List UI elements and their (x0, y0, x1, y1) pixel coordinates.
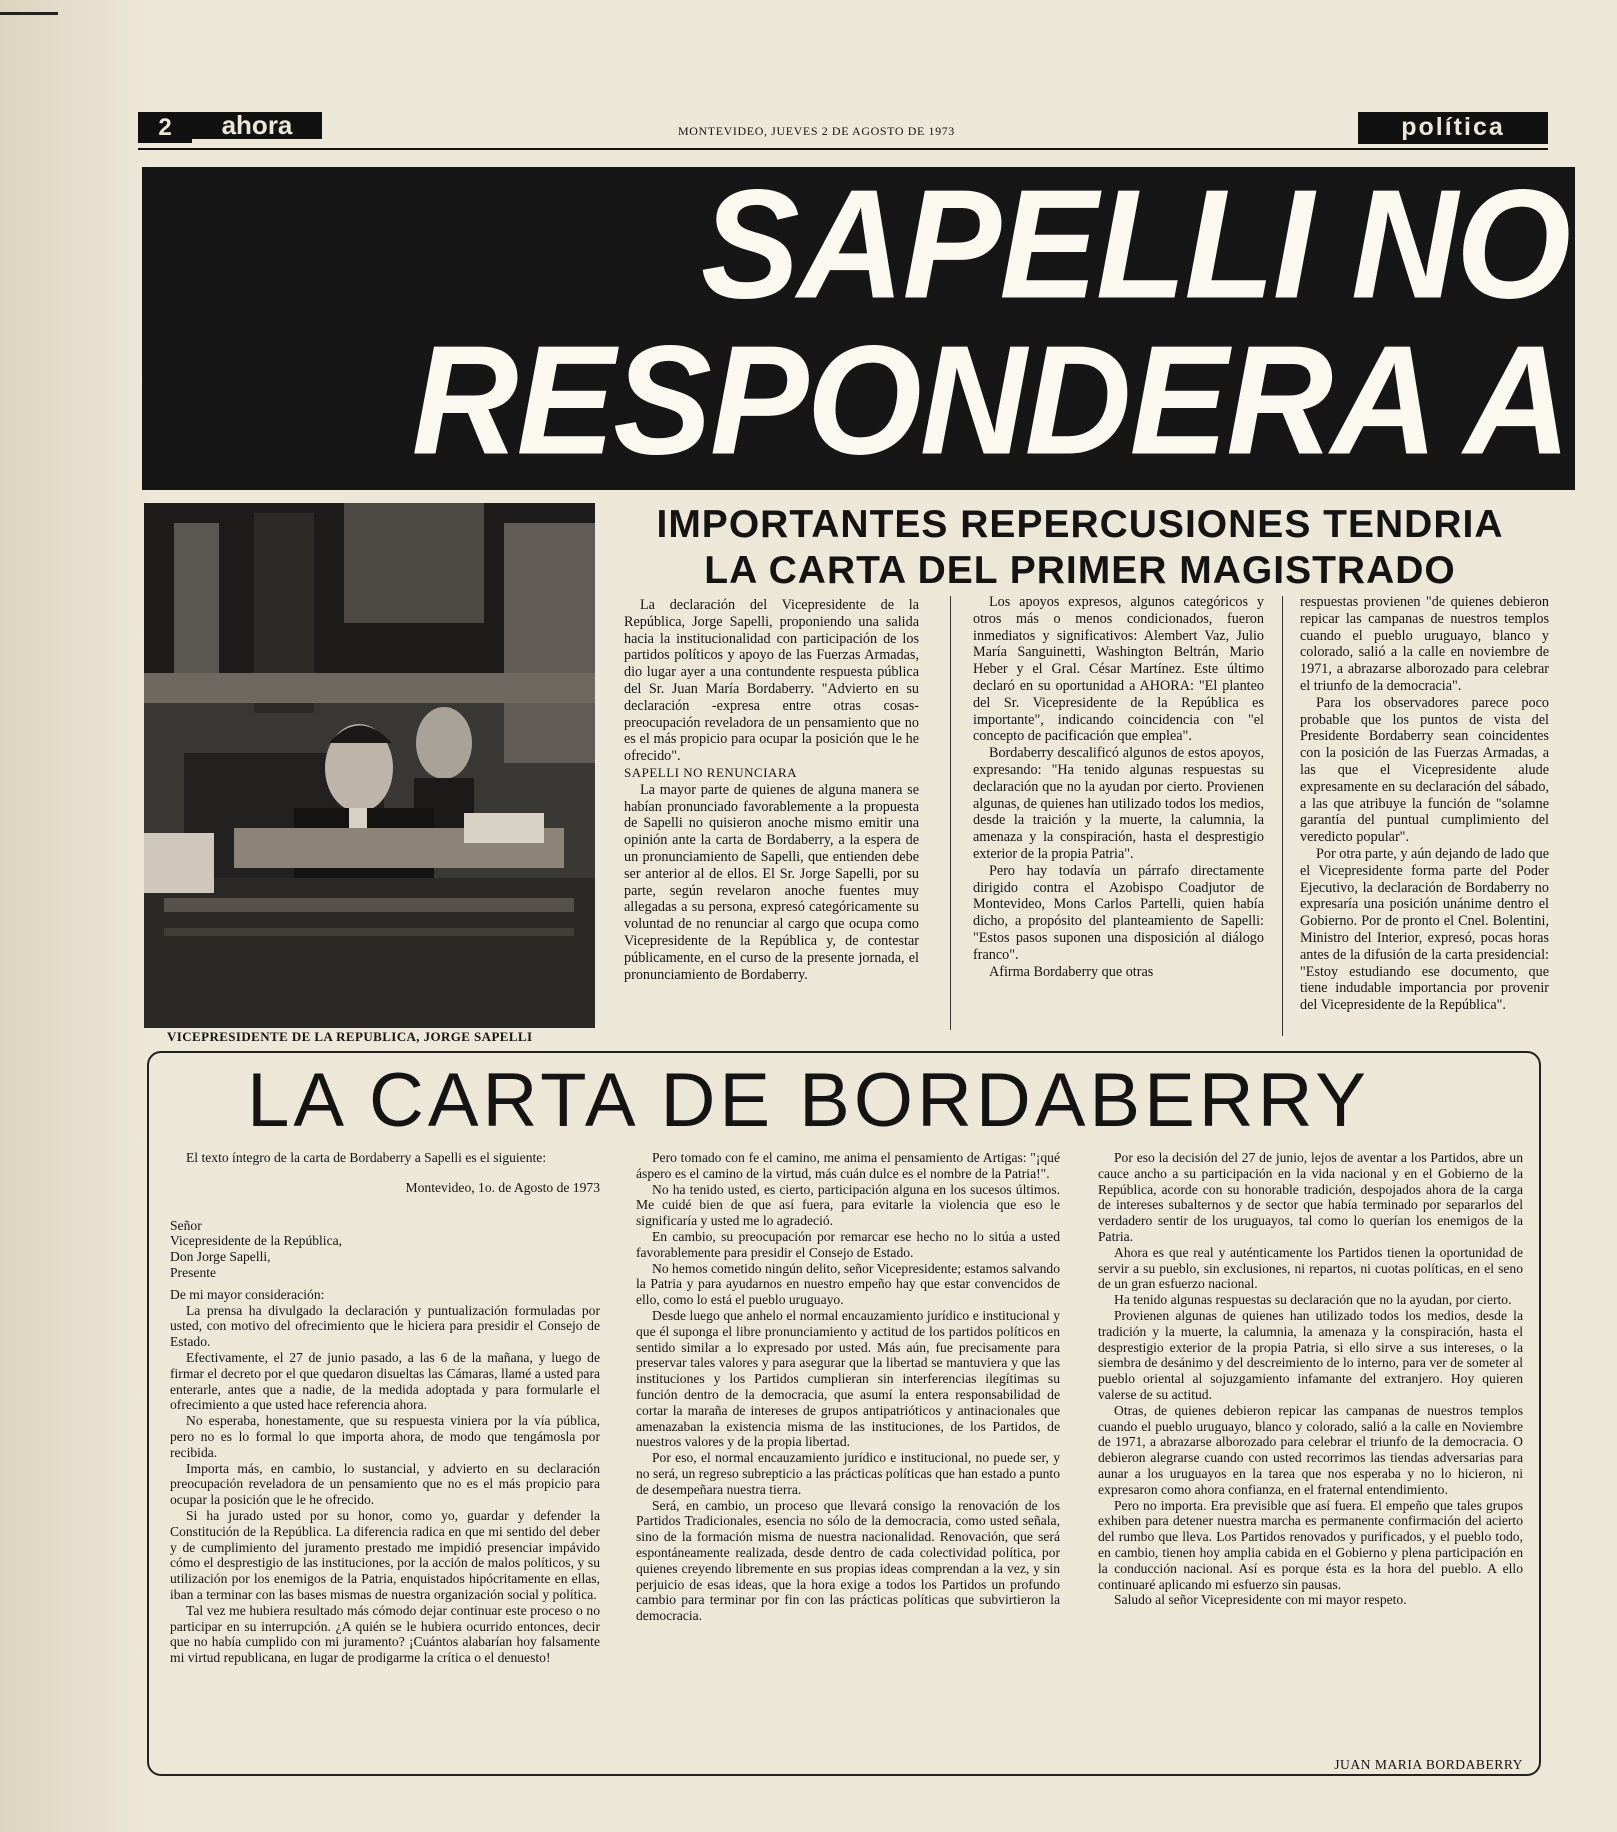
letter-place-date: Montevideo, 1o. de Agosto de 1973 (405, 1179, 600, 1195)
masthead (138, 112, 1548, 150)
letter-paragraph: En cambio, su preocupación por remarcar ese hecho no lo sitúa a usted favorablemente para presidir el Consejo de Estado. (636, 1228, 1060, 1260)
article-paragraph: Bordaberry descalificó algunos de estos apoyos, expresando: "Ha tenido algunas respuestas su declaración que no la ayudan por cierto. Provienen algunas, de quienes han utilizado todos los medios, desde la traición y la muerte, la calumnia, la amenaza y la conspiración, hasta el desprestigio exterior de la propia Patria". (973, 745, 1264, 862)
article-column-3 (1300, 594, 1549, 1034)
letter-address-line: Señor (170, 1217, 202, 1233)
page-number: 2 (138, 112, 192, 143)
article-paragraph: La declaración del Vicepresidente de la República, Jorge Sapelli, proponiendo una salida hacia la institucionalidad con participación de los partidos políticos y apoyo de las Fuerzas Armadas, dio lugar ayer a una contundente respuesta pública del Sr. Juan María Bordaberry. "Advierto en su declaración -expresa entre otras cosas- preocupación reveladora de un pensamiento que no es el más propicio para ocupar la posición que le he ofrecido". (624, 597, 919, 765)
letter-paragraph: Desde luego que anhelo el normal encauzamiento jurídico e institucional y que él suponga el libre pronunciamiento y actitud de los partidos políticos en sentido similar a lo expresado por usted. Más aún, fue precisamente para preservar tales valores y para asegurar que la libertad se mantuviera y que las instituciones y los Partidos cumplieran sin interferencias ilegítimas su función dentro de la democracia, que asumí la entera responsabilidad de cortar la maraña de intereses de grupos antipatrióticos y antinacionales que amenazaban la existencia misma de las instituciones, de los Partidos, de nuestros valores y de la propia libertad. (636, 1307, 1060, 1450)
scan-mark (0, 12, 58, 15)
letter-paragraph: No ha tenido usted, es cierto, participación alguna en los sucesos últimos. Me cuidé bien de que así fuera, para evitarle la violencia que eso le significaría y usted me lo agradeció. (636, 1181, 1060, 1229)
letter-paragraph: Saludo al señor Vicepresidente con mi mayor respeto. (1114, 1592, 1407, 1608)
article-kicker: SAPELLI NO RENUNCIARA (624, 764, 797, 780)
subhead-line-2: LA CARTA DEL PRIMER MAGISTRADO (704, 549, 1456, 592)
paper-logo: ahora (192, 112, 322, 139)
article-paragraph: respuestas provienen "de quienes debieron repicar las campanas de nuestros templos cuando el pueblo uruguayo, blanco y colorado, salió a la calle en noviembre de 1971, a abrazarse alborozado para celebrar el triunfo de la democracia". (1300, 594, 1549, 694)
letter-paragraph: Efectivamente, el 27 de junio pasado, a las 6 de la mañana, y luego de firmar el decreto por el que quedaron disueltas las Cámaras, llamé a usted para enterarle, antes que a nadie, de la medida adoptada y para formularle el ofrecimiento a que usted hace referencia ahora. (170, 1349, 600, 1413)
letter-paragraph: Por eso la decisión del 27 de junio, lejos de aventar a los Partidos, abre un cauce ancho a su participación en la vida nacional y en el Gobierno de la República, acorde con su honorable tradición, despojados ahora de la carga de intereses subalternos y de sector que había terminado por separarlos del verdadero sentir de los uruguayos, tal como lo querían los enemigos de la Patria. (1098, 1150, 1523, 1244)
letter-paragraph: La prensa ha divulgado la declaración y puntualización formuladas por usted, con motivo del ofrecimiento que le hiciera para presidir el Consejo de Estado. (170, 1302, 600, 1350)
vice-president-photo (144, 503, 595, 1028)
article-paragraph: Pero hay todavía un párrafo directamente dirigido contra el Azobispo Coadjutor de Montevideo, Mons Carlos Partelli, quien había dicho, a propósito del planteamiento de Sapelli: "Estos pasos suponen una disposición al diálogo franco". (973, 862, 1264, 963)
letter-address-line: Presente (170, 1264, 217, 1280)
article-column-2 (973, 594, 1264, 1034)
article-paragraph: Afirma Bordaberry que otras (989, 963, 1154, 980)
letter-address-line: Don Jorge Sapelli, (170, 1249, 271, 1265)
letter-salutation: De mi mayor consideración: (170, 1286, 325, 1302)
letter-paragraph: Será, en cambio, un proceso que llevará consigo la renovación de los Partidos Tradicionales, esencia no sólo de la democracia, como usted señala, sino de la formación misma de nuestra nacionalidad. Renovación, que será espontáneamente realizada, desde dentro de cada colectividad política, por quienes creyendo libremente en sus propias ideas comprendan a la vez, y sin perjuicio de esas ideas, que la hora exige a todos los Partidos un profundo cambio para terminar por fin con las prácticas políticas que subvirtieron la democracia. (636, 1497, 1060, 1624)
letter-column-2 (636, 1150, 1060, 1720)
letter-paragraph: Provienen algunas de quienes han utilizado todos los medios, desde la tradición y la muerte, la calumnia, la amenaza y la conspiración, hasta el desprestigio exterior de la propia Patria, si ello sirve a sus intereses, o la siembra de desánimo y del descreimiento de lo interno, para ver de someter al pueblo oriental al sojuzgamiento infamante del extranjero. Hoy quieren valerse de su actitud. (1098, 1307, 1523, 1402)
letter-title: LA CARTA DE BORDABERRY (247, 1058, 1370, 1143)
letter-paragraph: Pero no importa. Era previsible que así fuera. El empeño que tales grupos exhiben para detener nuestra marcha es permanente confirmación del acierto del rumbo que lleva. Los Partidos renovados y purificados, y el pueblo todo, en cambio, tienen hoy amplia cabida en el Gobierno y plena participación en la conducción nacional. Así es porque ésta es la hora del pueblo. A ello continuaré aplicando mi esfuerzo sin pausas. (1098, 1497, 1523, 1592)
column-rule (1282, 596, 1283, 1036)
page-fold-shadow (0, 0, 150, 1832)
article-column-1 (624, 597, 919, 1029)
letter-paragraph: Pero tomado con fe el camino, me anima el pensamiento de Artigas: "¡qué áspero es el camino de la virtud, más cuán dulce es el nombre de la Patria!". (636, 1150, 1060, 1181)
letter-paragraph: Importa más, en cambio, lo sustancial, y advierto en su declaración preocupación reveladora de un pensamiento que no es el más propicio para ocupar la posición que le he ofrecido. (170, 1460, 600, 1508)
letter-address-line: Vicepresidente de la República, (170, 1233, 343, 1249)
letter-column-1 (170, 1150, 600, 1738)
subhead-line-1: IMPORTANTES REPERCUSIONES TENDRIA (656, 503, 1504, 546)
letter-paragraph: Si ha jurado usted por su honor, como yo, guardar y defender la Constitución de la República. La diferencia radica en que mi sentido del deber y de cumplimiento del juramento prestado me impidió presenciar impávido cómo el desprestigio de las instituciones, por la acción de malos políticos, y su utilización por los enemigos de la Patria, enquistados hipócritamente en ellas, iban a terminar con las bases mismas de nuestra organización social y política. (170, 1507, 600, 1602)
headline-banner (142, 167, 1575, 490)
section-label: política (1358, 112, 1548, 144)
article-paragraph: Por otra parte, y aún dejando de lado que el Vicepresidente forma parte del Poder Ejecutivo, la declaración de Bordaberry no expresaría una posición unánime dentro el Gobierno. Por de pronto el Cnel. Bolentini, Ministro del Interior, expresó, pocas horas antes de la difusión de la carta presidencial: "Estoy estudiando ese documento, que tiene indudable importancia por provenir del Vicepresidente de la República". (1300, 845, 1549, 1014)
letter-paragraph: No hemos cometido ningún delito, señor Vicepresidente; estamos salvando la Patria y para ayudarnos en nuestro empeño hay que estar convencidos de ello, como lo está el pueblo uruguayo. (636, 1260, 1060, 1308)
letter-paragraph: Ha tenido algunas respuestas su declaración que no la ayudan, por cierto. (1114, 1292, 1512, 1308)
article-paragraph: Los apoyos expresos, algunos categóricos y otros más o menos condicionados, fueron inmediatos y significativos: Alembert Vaz, Julio María Sanguinetti, Washington Beltrán, Mario Heber y el Gral. César Martínez. Este último declaró en su oportunidad a AHORA: "El planteo del Sr. Vicepresidente de la República es importante", indicando coincidencia con "el concepto de pacificación que emplea". (973, 594, 1264, 745)
column-rule (950, 596, 951, 1030)
letter-paragraph: Tal vez me hubiera resultado más cómodo dejar continuar este proceso o no participar en su interrupción. ¿A quién se le hubiera ocurrido entonces, decir que no había cumplido con mi juramento? ¡Cuántos alabarían hoy falsamente mi virtud republicana, en lugar de prodigarme la crítica o el denuesto! (170, 1602, 600, 1666)
dateline: MONTEVIDEO, JUEVES 2 DE AGOSTO DE 1973 (678, 124, 955, 138)
letter-paragraph: Ahora es que real y auténticamente los Partidos tienen la oportunidad de servir a su pueblo, sin exclusiones, ni repartos, ni cuotas políticas, en el seno de un gran esfuerzo nacional. (1098, 1244, 1523, 1292)
article-paragraph: La mayor parte de quienes de alguna manera se habían pronunciado favorablemente a la propuesta de Sapelli no quisieron anoche mismo emitir una opinión ante la carta de Bordaberry, a la espera de un pronunciamiento de Sapelli, que entienden debe ser anterior al de ellos. El Sr. Jorge Sapelli, por su parte, según revelaron anoche fuentes muy allegadas a su persona, expresó categóricamente su voluntad de no renunciar al cargo que ocupa como Vicepresidente de la República y, de contestar públicamente, en el curso de la presente jornada, el pronunciamiento de Bordaberry. (624, 781, 919, 983)
letter-paragraph: Otras, de quienes debieron repicar las campanas de nuestros templos cuando el pueblo uruguayo, blanco y colorado, salió a la calle en Noviembre de 1971, a abrazarse alborozado para celebrar el triunfo de la democracia. O debieron alegrarse cuando con usted recorrimos las tiendas adversarias para aunar a los uruguayos en la tarea que nos esperaba y no lo hicieron, ni expresaron como ahora confianza, en el fraternal entendimiento. (1098, 1402, 1523, 1497)
letter-column-3 (1098, 1150, 1523, 1646)
letter-intro: El texto íntegro de la carta de Bordaberry a Sapelli es el siguiente: (186, 1150, 547, 1165)
photo-caption: VICEPRESIDENTE DE LA REPUBLICA, JORGE SAPELLI (167, 1029, 533, 1044)
subheadline (620, 502, 1540, 594)
letter-paragraph: Por eso, el normal encauzamiento jurídico e institucional, no puede ser, y no será, un regreso subrepticio a las prácticas políticas que han estado a punto de desempeñara nuestra tierra. (636, 1450, 1060, 1497)
headline-line-1: SAPELLI NO (700, 167, 1569, 332)
article-paragraph: Para los observadores parece poco probable que los puntos de vista del Presidente Bordaberry sean coincidentes con la posición de las Fuerzas Armadas, a las que el Vicepresidente alude expresamente en su declaración del sábado, a las que atribuye la función de "solamne garantía del puntual cumplimiento del veredicto popular". (1300, 694, 1549, 846)
headline-line-2: RESPONDERA A (411, 313, 1569, 488)
letter-paragraph: No esperaba, honestamente, que su respuesta viniera por la vía pública, pero no es lo formal lo que importa ahora, de modo que tengámosla por recibida. (170, 1413, 600, 1460)
letter-signature: JUAN MARIA BORDABERRY (1334, 1757, 1523, 1772)
